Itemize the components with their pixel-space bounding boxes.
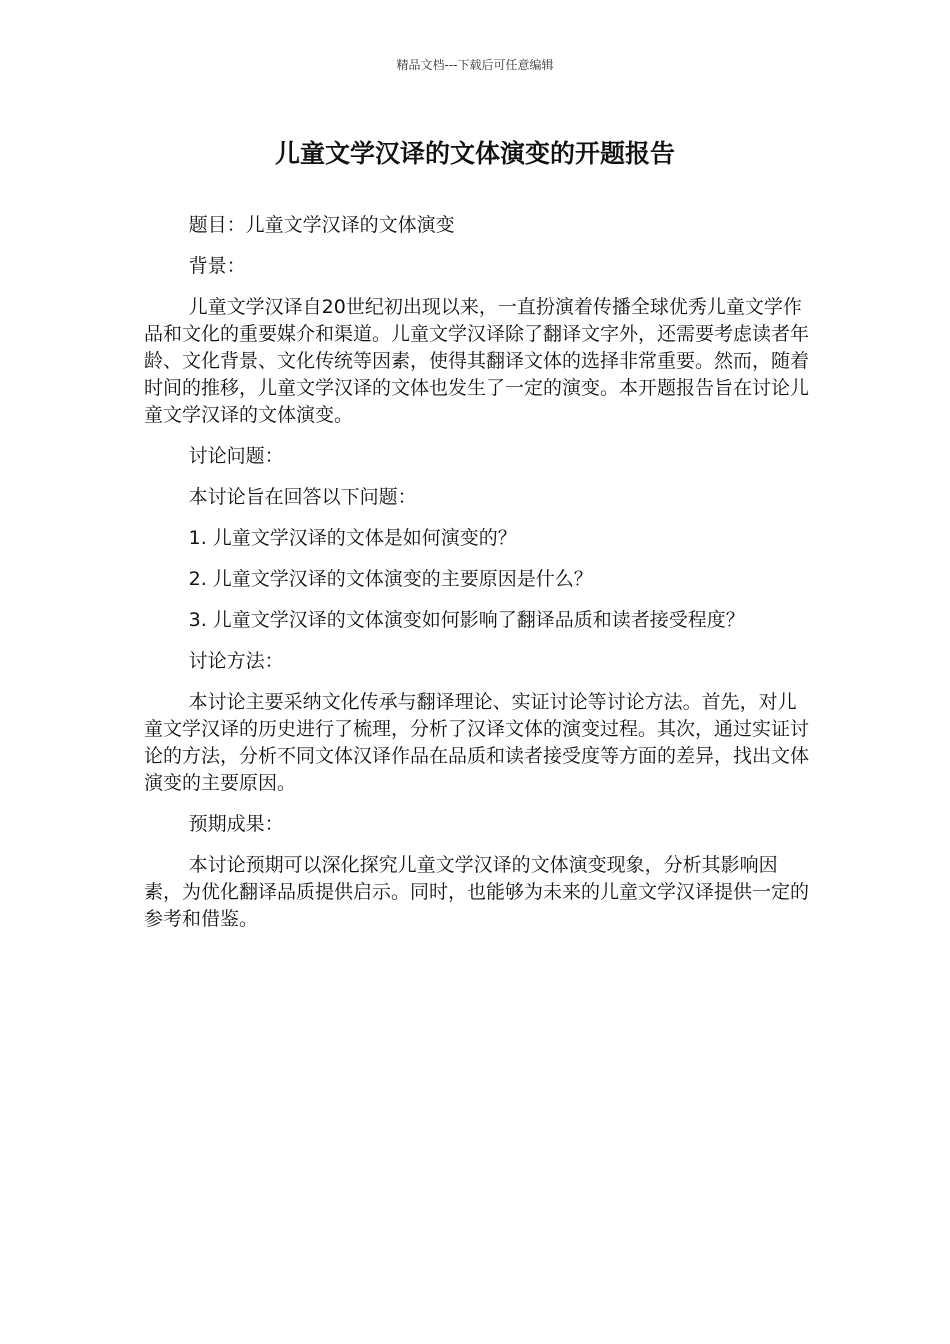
question-item-3: 3. 儿童文学汉译的文体演变如何影响了翻译品质和读者接受程度？	[188, 609, 745, 631]
topic-line: 题目：儿童文学汉译的文体演变	[188, 214, 455, 236]
questions-intro: 本讨论旨在回答以下问题：	[188, 486, 417, 508]
document-body	[144, 212, 809, 947]
question-item-2: 2. 儿童文学汉译的文体演变的主要原因是什么？	[188, 568, 593, 590]
header-note: 精品文档---下载后可任意编辑	[396, 58, 554, 72]
question-item-1: 1. 儿童文学汉译的文体是如何演变的？	[188, 527, 517, 549]
methods-paragraph: 本讨论主要采纳文化传承与翻译理论、实证讨论等讨论方法。首先，对儿童文学汉译的历史进行了梳理，分析了汉译文体的演变过程。其次，通过实证讨论的方法，分析不同文体汉译作品在品质和读者接受度等方面的差异，找出文体演变的主要原因。	[144, 691, 810, 794]
document-title: 儿童文学汉译的文体演变的开题报告	[274, 139, 675, 168]
background-paragraph: 儿童文学汉译自20世纪初出现以来，一直扮演着传播全球优秀儿童文学作品和文化的重要媒介和渠道。儿童文学汉译除了翻译文字外，还需要考虑读者年龄、文化背景、文化传统等因素，使得其翻译文体的选择非常重要。然而，随着时间的推移，儿童文学汉译的文体也发生了一定的演变。本开题报告旨在讨论儿童文学汉译的文体演变。	[144, 296, 810, 426]
outcomes-paragraph: 本讨论预期可以深化探究儿童文学汉译的文体演变现象，分析其影响因素，为优化翻译品质提供启示。同时，也能够为未来的儿童文学汉译提供一定的参考和借鉴。	[144, 854, 810, 930]
questions-heading: 讨论问题：	[188, 445, 284, 467]
methods-heading: 讨论方法：	[188, 650, 284, 672]
background-heading: 背景：	[188, 255, 246, 277]
outcomes-heading: 预期成果：	[188, 813, 284, 835]
